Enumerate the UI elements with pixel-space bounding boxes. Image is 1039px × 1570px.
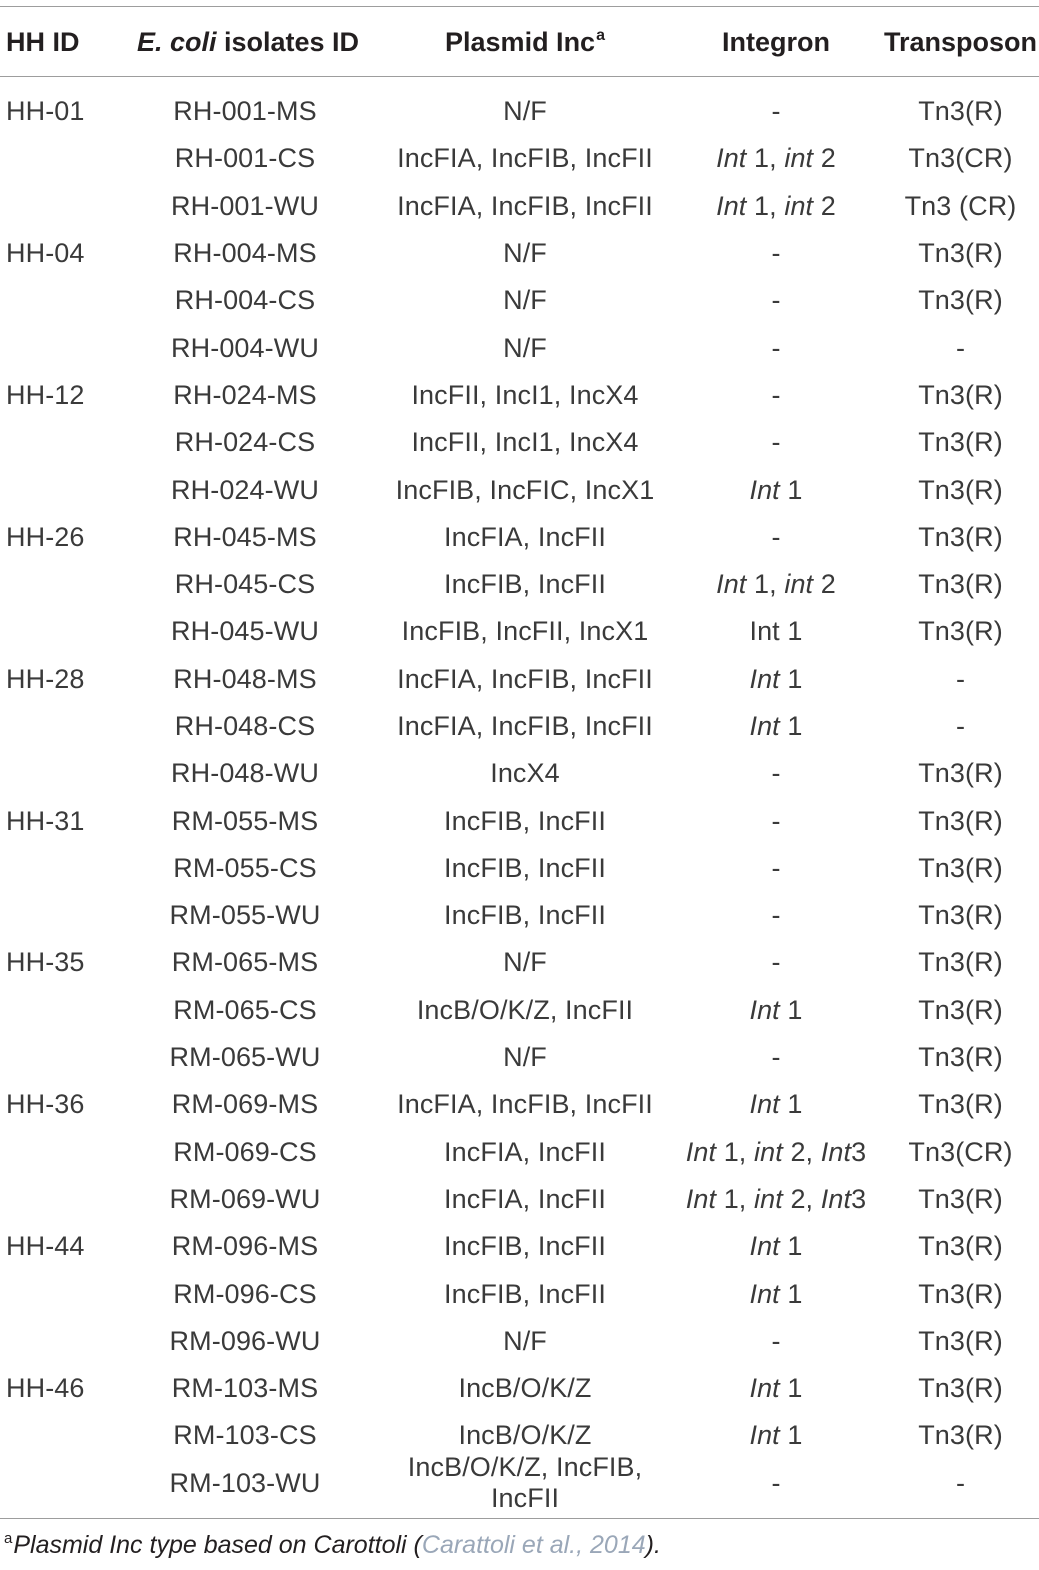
table-row (0, 135, 1039, 182)
cell-hh-id: HH-26 (6, 521, 85, 552)
cell-hh-id: HH-01 (6, 96, 85, 127)
cell-plasmid-inc: IncFIB, IncFII (444, 805, 606, 836)
cell-integron: - (771, 379, 781, 410)
cell-isolate-id: RH-001-MS (173, 96, 317, 127)
table-row (0, 1176, 1039, 1223)
cell-transposon: Tn3(R) (918, 616, 1003, 647)
cell-transposon: Tn3(R) (918, 1231, 1003, 1262)
cell-transposon: Tn3(R) (918, 758, 1003, 789)
cell-plasmid-inc: IncFIA, IncFII (444, 1136, 606, 1167)
table-row (0, 372, 1039, 419)
cell-isolate-id: RH-024-MS (173, 379, 317, 410)
cell-transposon: Tn3(R) (918, 285, 1003, 316)
cell-isolate-id: RM-103-CS (173, 1420, 317, 1451)
cell-integron: - (771, 285, 781, 316)
table-row (0, 1452, 1039, 1514)
cell-isolate-id: RH-024-CS (174, 427, 316, 458)
table-row (0, 703, 1039, 750)
cell-plasmid-inc: IncFII, IncI1, IncX4 (411, 427, 639, 458)
table-footnote (4, 1530, 661, 1560)
cell-plasmid-inc: IncFIA, IncFII (444, 521, 606, 552)
cell-integron: - (771, 852, 781, 883)
table-row (0, 939, 1039, 986)
cell-transposon: Tn3(R) (918, 1420, 1003, 1451)
table-row (0, 1034, 1039, 1081)
cell-transposon: Tn3(R) (918, 805, 1003, 836)
cell-transposon: Tn3(R) (918, 1183, 1003, 1214)
cell-isolate-id: RH-048-MS (173, 663, 317, 694)
cell-hh-id: HH-31 (6, 805, 85, 836)
cell-plasmid-inc: N/F (503, 332, 547, 363)
cell-integron: Int 1 (749, 474, 803, 505)
header-isolates-italic: E. coli (136, 26, 217, 57)
cell-plasmid-inc: IncX4 (490, 758, 560, 789)
header-rule (0, 76, 1039, 77)
cell-transposon: Tn3(R) (918, 569, 1003, 600)
cell-transposon: Tn3(R) (918, 1373, 1003, 1404)
cell-transposon: Tn3(R) (918, 238, 1003, 269)
cell-integron: Int 1 (749, 1089, 803, 1120)
cell-isolate-id: RM-055-CS (173, 852, 317, 883)
cell-isolate-id: RM-055-WU (169, 900, 321, 931)
cell-hh-id: HH-36 (6, 1089, 85, 1120)
cell-plasmid-inc: IncB/O/K/Z (458, 1420, 592, 1451)
table-row (0, 277, 1039, 324)
cell-transposon: Tn3(R) (918, 96, 1003, 127)
cell-integron: Int 1 (749, 1231, 803, 1262)
cell-isolate-id: RM-065-CS (173, 994, 317, 1025)
cell-isolate-id: RH-004-WU (171, 332, 319, 363)
cell-integron: Int 1 (749, 616, 803, 647)
cell-integron: Int 1, int 2, Int3 (685, 1136, 867, 1167)
table-row (0, 797, 1039, 844)
cell-transposon: Tn3(R) (918, 994, 1003, 1025)
cell-integron: - (771, 758, 781, 789)
cell-plasmid-inc: N/F (503, 96, 547, 127)
footnote-marker: a (4, 1530, 13, 1547)
cell-plasmid-inc: N/F (503, 947, 547, 978)
table-row (0, 1318, 1039, 1365)
cell-isolate-id: RH-004-CS (174, 285, 316, 316)
cell-isolate-id: RH-048-WU (171, 758, 319, 789)
header-isolates-id (110, 27, 380, 58)
cell-integron: Int 1 (749, 994, 803, 1025)
table-row (0, 1270, 1039, 1317)
cell-plasmid-inc: IncFIB, IncFII (444, 1231, 606, 1262)
cell-integron: - (771, 96, 781, 127)
cell-plasmid-inc: IncFIA, IncFIB, IncFII (397, 143, 653, 174)
cell-integron: - (771, 1467, 781, 1498)
table-row (0, 892, 1039, 939)
table-row (0, 845, 1039, 892)
cell-hh-id: HH-44 (6, 1231, 85, 1262)
cell-transposon: Tn3(R) (918, 852, 1003, 883)
table-row (0, 1081, 1039, 1128)
cell-isolate-id: RM-055-MS (171, 805, 319, 836)
cell-transposon: Tn3(CR) (908, 1136, 1013, 1167)
table-row (0, 987, 1039, 1034)
cell-integron: - (771, 427, 781, 458)
cell-isolate-id: RM-069-CS (173, 1136, 317, 1167)
footnote-text: Plasmid Inc type based on Carottoli ( (13, 1531, 422, 1559)
cell-plasmid-inc: IncB/O/K/Z (458, 1373, 592, 1404)
cell-integron: Int 1, int 2 (716, 190, 836, 221)
cell-hh-id: HH-04 (6, 238, 85, 269)
cell-transposon: Tn3 (CR) (904, 190, 1017, 221)
header-plasmid-label: Plasmid Inc (445, 26, 596, 57)
cell-transposon: Tn3(R) (918, 1089, 1003, 1120)
cell-integron: - (771, 521, 781, 552)
cell-hh-id: HH-46 (6, 1373, 85, 1404)
table-row (0, 514, 1039, 561)
cell-isolate-id: RH-001-WU (171, 190, 319, 221)
cell-isolate-id: RH-045-MS (173, 521, 317, 552)
cell-transposon: Tn3(R) (918, 1278, 1003, 1309)
cell-transposon: Tn3(R) (918, 474, 1003, 505)
cell-transposon: Tn3(CR) (908, 143, 1013, 174)
table-body (0, 88, 1039, 1514)
cell-isolate-id: RH-004-MS (173, 238, 317, 269)
cell-transposon: - (955, 711, 966, 741)
cell-plasmid-inc: IncFIB, IncFII (444, 569, 606, 600)
cell-isolate-id: RH-045-WU (171, 616, 319, 647)
cell-transposon: - (955, 663, 966, 694)
cell-integron: - (771, 238, 781, 269)
table-row (0, 656, 1039, 703)
cell-plasmid-inc: IncFII, IncI1, IncX4 (411, 379, 639, 410)
cell-plasmid-inc: N/F (503, 285, 547, 316)
cell-integron: - (771, 332, 781, 363)
cell-plasmid-inc: N/F (503, 238, 547, 269)
cell-integron: Int 1, int 2 (716, 569, 836, 600)
table-row (0, 419, 1039, 466)
cell-integron: - (771, 1325, 781, 1356)
header-plasmid-footnote-marker: a (596, 26, 605, 44)
top-rule (0, 6, 1039, 7)
cell-isolate-id: RH-001-CS (174, 143, 316, 174)
table-row (0, 1129, 1039, 1176)
cell-integron: Int 1, int 2 (716, 143, 836, 174)
cell-isolate-id: RH-024-WU (171, 474, 319, 505)
cell-integron: Int 1, int 2, Int3 (685, 1183, 867, 1214)
table-row (0, 466, 1039, 513)
cell-isolate-id: RH-048-CS (174, 711, 316, 741)
table-row (0, 183, 1039, 230)
cell-isolate-id: RM-096-CS (173, 1278, 317, 1309)
table-row (0, 1365, 1039, 1412)
cell-plasmid-inc: IncFIA, IncFIB, IncFII (397, 663, 653, 694)
cell-transposon: Tn3(R) (918, 900, 1003, 931)
cell-plasmid-inc: IncB/O/K/Z, IncFIB, IncFII (407, 1452, 643, 1514)
cell-plasmid-inc: IncFIB, IncFII (444, 900, 606, 931)
bottom-rule (0, 1518, 1039, 1519)
cell-plasmid-inc: IncFIB, IncFII, IncX1 (401, 616, 649, 647)
cell-transposon: Tn3(R) (918, 427, 1003, 458)
cell-integron: - (771, 900, 781, 931)
cell-integron: - (771, 947, 781, 978)
cell-integron: Int 1 (749, 1278, 803, 1309)
cell-integron: Int 1 (749, 663, 803, 694)
cell-plasmid-inc: IncFIB, IncFIC, IncX1 (395, 474, 655, 505)
table-row (0, 561, 1039, 608)
cell-transposon: Tn3(R) (918, 379, 1003, 410)
cell-plasmid-inc: IncFIB, IncFII (444, 1278, 606, 1309)
table-row (0, 230, 1039, 277)
cell-transposon: Tn3(R) (918, 947, 1003, 978)
cell-isolate-id: RM-103-WU (169, 1467, 321, 1498)
header-plasmid-inc (380, 27, 670, 58)
cell-integron: - (771, 1042, 781, 1073)
cell-plasmid-inc: IncFIA, IncFIB, IncFII (397, 1089, 653, 1120)
cell-transposon: Tn3(R) (918, 1042, 1003, 1073)
cell-transposon: - (955, 1467, 966, 1498)
table-row (0, 88, 1039, 135)
table-header (0, 14, 1039, 70)
cell-hh-id: HH-12 (6, 379, 85, 410)
table-row (0, 750, 1039, 797)
cell-transposon: - (955, 332, 966, 363)
header-transposon: Transposon (883, 26, 1038, 57)
cell-hh-id: HH-35 (6, 947, 85, 978)
header-hh-id: HH ID (6, 26, 80, 57)
cell-plasmid-inc: IncFIB, IncFII (444, 852, 606, 883)
header-integron: Integron (722, 26, 830, 57)
cell-integron: - (771, 805, 781, 836)
cell-plasmid-inc: N/F (503, 1325, 547, 1356)
cell-isolate-id: RM-069-MS (171, 1089, 319, 1120)
cell-isolate-id: RM-065-WU (169, 1042, 321, 1073)
cell-isolate-id: RM-069-WU (169, 1183, 321, 1214)
cell-hh-id: HH-28 (6, 663, 85, 694)
cell-transposon: Tn3(R) (918, 1325, 1003, 1356)
cell-plasmid-inc: IncFIA, IncFIB, IncFII (397, 190, 653, 221)
footnote-close: ). (645, 1531, 661, 1559)
cell-isolate-id: RM-096-MS (171, 1231, 319, 1262)
table-row (0, 324, 1039, 371)
cell-integron: Int 1 (749, 711, 803, 741)
cell-plasmid-inc: IncFIA, IncFII (444, 1183, 606, 1214)
header-isolates-rest: isolates ID (216, 26, 360, 57)
table-row (0, 1223, 1039, 1270)
footnote-citation-link[interactable]: Carattoli et al., 2014 (421, 1531, 646, 1559)
cell-plasmid-inc: IncB/O/K/Z, IncFII (416, 994, 634, 1025)
cell-transposon: Tn3(R) (918, 521, 1003, 552)
cell-isolate-id: RH-045-CS (174, 569, 316, 600)
cell-integron: Int 1 (749, 1373, 803, 1404)
cell-isolate-id: RM-096-WU (169, 1325, 321, 1356)
cell-isolate-id: RM-065-MS (171, 947, 319, 978)
cell-integron: Int 1 (749, 1420, 803, 1451)
cell-isolate-id: RM-103-MS (171, 1373, 319, 1404)
cell-plasmid-inc: N/F (503, 1042, 547, 1073)
cell-plasmid-inc: IncFIA, IncFIB, IncFII (397, 711, 653, 741)
table-row (0, 608, 1039, 655)
